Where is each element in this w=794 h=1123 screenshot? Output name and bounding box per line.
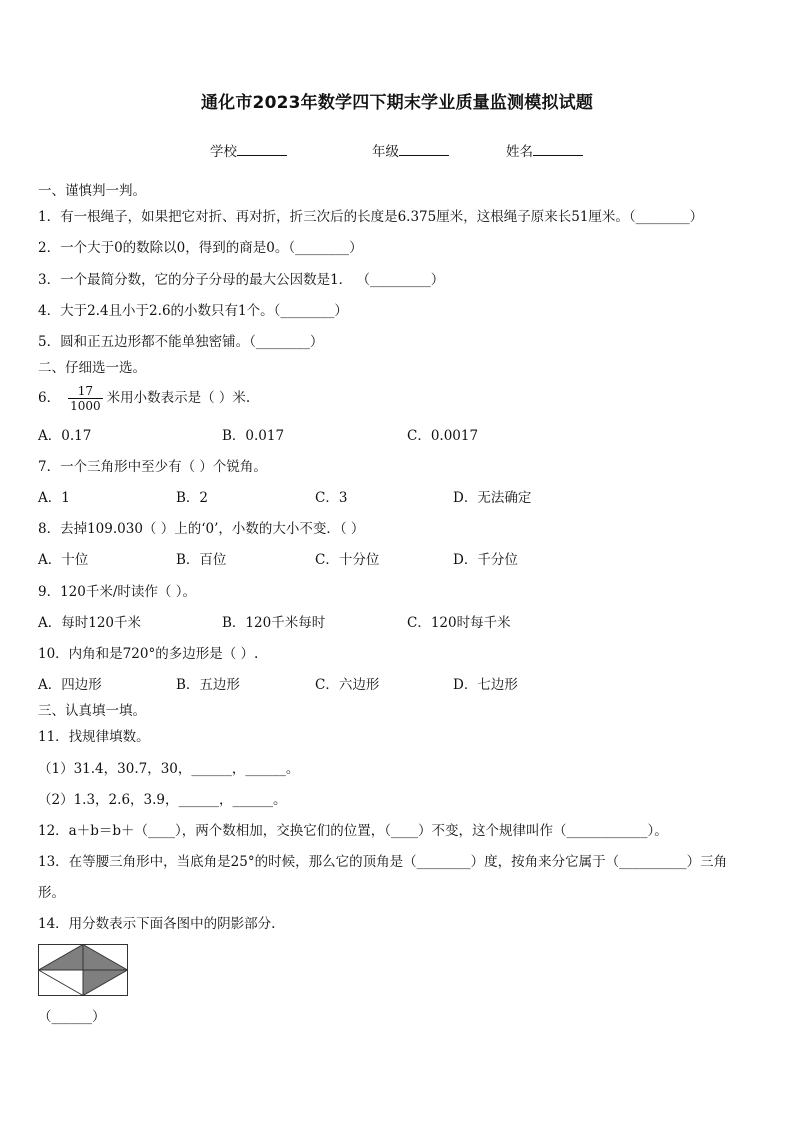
q8-option-c[interactable]: C．十分位 — [315, 552, 380, 568]
q7-option-b[interactable]: B．2 — [176, 490, 209, 506]
q8-option-b[interactable]: B．百位 — [176, 552, 227, 568]
q9-option-b[interactable]: B．120千米每时 — [222, 615, 326, 631]
q8-option-d[interactable]: D．千分位 — [453, 552, 518, 568]
section-heading-judge: 一、谨慎判一判。 — [38, 183, 146, 199]
q6-option-b[interactable]: B．0.017 — [222, 428, 285, 444]
question-10: 10．内角和是720°的多边形是（ ）. — [38, 646, 259, 662]
fraction-17-over-1000 — [68, 384, 103, 413]
fraction-numerator: 17 — [77, 384, 93, 398]
grade-label: 年级 — [372, 144, 399, 160]
q10-option-b[interactable]: B．五边形 — [176, 677, 240, 693]
question-6-text: 米用小数表示是（ ）米. — [106, 390, 251, 406]
name-label: 姓名 — [506, 144, 533, 160]
q6-option-a[interactable]: A．0.17 — [38, 428, 92, 444]
q8-option-a[interactable]: A．十位 — [38, 552, 89, 568]
question-13-line-2: 形。 — [38, 885, 65, 901]
question-11: 11．找规律填数。 — [38, 729, 150, 745]
q7-option-a[interactable]: A．1 — [38, 490, 70, 506]
question-11-part-1: （1）31.4，30.7，30，______，______。 — [38, 761, 300, 777]
q6-option-c[interactable]: C．0.0017 — [407, 428, 479, 444]
q10-option-d[interactable]: D．七边形 — [453, 677, 518, 693]
question-14-answer-blank[interactable]: （______） — [38, 1009, 106, 1025]
q10-option-a[interactable]: A．四边形 — [38, 677, 102, 693]
name-blank[interactable] — [533, 141, 583, 156]
fraction-denominator: 1000 — [70, 399, 101, 413]
q7-option-c[interactable]: C．3 — [315, 490, 348, 506]
q9-option-a[interactable]: A．每时120千米 — [38, 615, 142, 631]
question-9: 9．120千米/时读作（ ）。 — [38, 584, 196, 600]
question-3: 3．一个最简分数，它的分子分母的最大公因数是1． （_________） — [38, 272, 445, 288]
question-13-line-1: 13．在等腰三角形中，当底角是25°的时候，那么它的顶角是（________）度，按角来分它属于（__________）三角 — [38, 854, 728, 870]
school-field — [210, 140, 287, 160]
question-11-part-2: （2）1.3，2.6，3.9，______，______。 — [38, 792, 287, 808]
question-6 — [38, 380, 250, 416]
question-1: 1．有一根绳子，如果把它对折、再对折，折三次后的长度是6.375厘米，这根绳子原来长51厘米。（________） — [38, 209, 704, 225]
question-7: 7．一个三角形中至少有（ ）个锐角。 — [38, 459, 267, 475]
q10-option-c[interactable]: C．六边形 — [315, 677, 380, 693]
question-6-number: 6． — [38, 390, 61, 406]
question-12: 12．a＋b＝b＋（____），两个数相加，交换它们的位置，（____）不变，这个规律叫作（____________）。 — [38, 823, 668, 839]
question-5: 5．圆和正五边形都不能单独密铺。（________） — [38, 334, 324, 350]
shaded-rectangle-figure — [38, 944, 128, 996]
q7-option-d[interactable]: D．无法确定 — [453, 490, 532, 506]
school-blank[interactable] — [237, 141, 287, 156]
name-field — [506, 140, 583, 160]
q9-option-c[interactable]: C．120时每千米 — [407, 615, 511, 631]
school-label: 学校 — [210, 144, 237, 160]
question-2: 2．一个大于0的数除以0，得到的商是0。（________） — [38, 240, 363, 256]
question-8: 8．去掉109.030（ ）上的‘0’，小数的大小不变．（ ） — [38, 521, 365, 537]
page-title: 通化市2023年数学四下期末学业质量监测模拟试题 — [200, 93, 594, 113]
question-4: 4．大于2.4且小于2.6的小数只有1个。（________） — [38, 303, 348, 319]
grade-blank[interactable] — [399, 141, 449, 156]
question-14: 14．用分数表示下面各图中的阴影部分. — [38, 916, 276, 932]
section-heading-choose: 二、仔细选一选。 — [38, 360, 146, 376]
section-heading-fill: 三、认真填一填。 — [38, 703, 146, 719]
grade-field — [372, 140, 449, 160]
